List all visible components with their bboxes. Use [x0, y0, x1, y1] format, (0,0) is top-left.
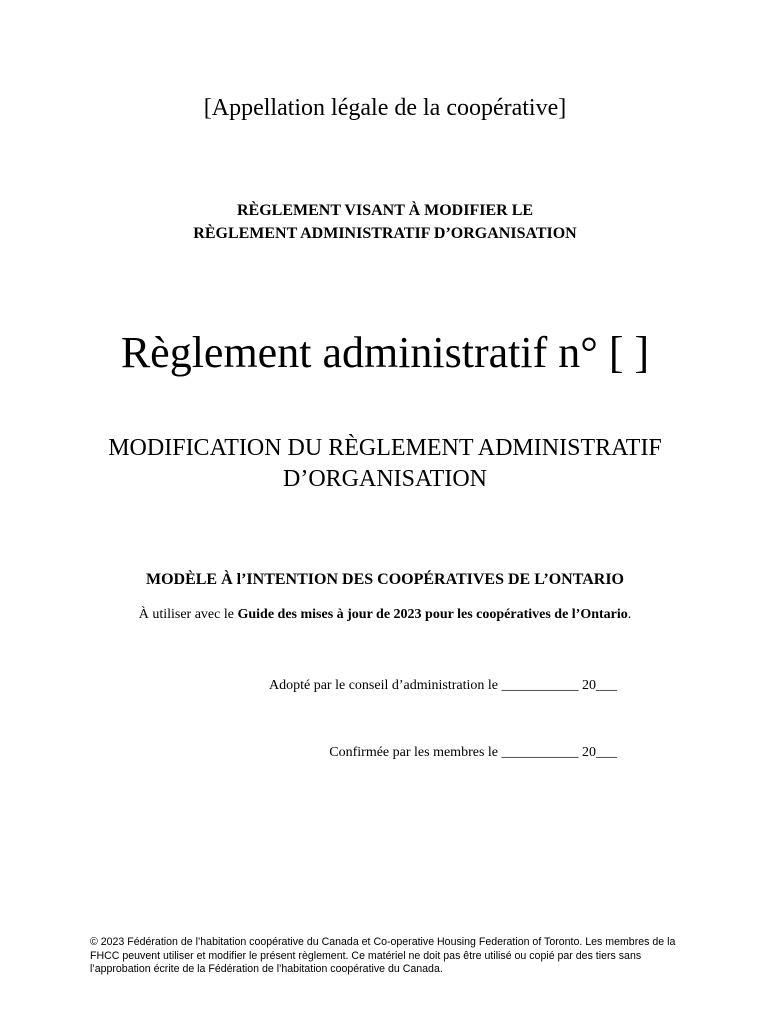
bylaw-number-title: Règlement administratif n° [ ] — [120, 328, 650, 377]
coop-legal-name: [Appellation légale de la coopérative] — [203, 95, 567, 121]
usage-prefix: À utiliser avec le — [138, 607, 238, 622]
model-heading: MODÈLE À l’INTENTION DES COOPÉRATIVES DE L’ONTARIO — [145, 571, 624, 588]
modification-title-line2: D’ORGANISATION — [283, 466, 487, 492]
copyright-notice: © 2023 Fédération de l’habitation coopérative du Canada et Co-operative Housing Federation of Toronto. Les membres de la FHCC peuvent utiliser et modifier le présent règlement. Ce matériel ne doit pas être utilisé ou copié par des tiers sans l’approbation écrite de la Fédération de l’habitation coopérative du Canada. — [90, 936, 676, 975]
modification-title — [0, 433, 770, 495]
confirmed-by-members-line: Confirmée par les membres le ___________ 20___ — [329, 745, 617, 760]
usage-line — [0, 605, 770, 625]
usage-guide-title: Guide des mises à jour de 2023 pour les coopératives de l’Ontario — [237, 607, 628, 622]
adopted-by-board-line: Adopté par le conseil d’administration le ___________ 20___ — [269, 678, 617, 693]
modification-title-line1: MODIFICATION DU RÈGLEMENT ADMINISTRATIF — [108, 435, 662, 461]
usage-suffix: . — [627, 607, 632, 622]
amendment-heading-line2: RÈGLEMENT ADMINISTRATIF D’ORGANISATION — [193, 225, 577, 242]
amendment-heading-line1: RÈGLEMENT VISANT À MODIFIER LE — [236, 202, 534, 219]
amendment-heading — [0, 199, 770, 245]
